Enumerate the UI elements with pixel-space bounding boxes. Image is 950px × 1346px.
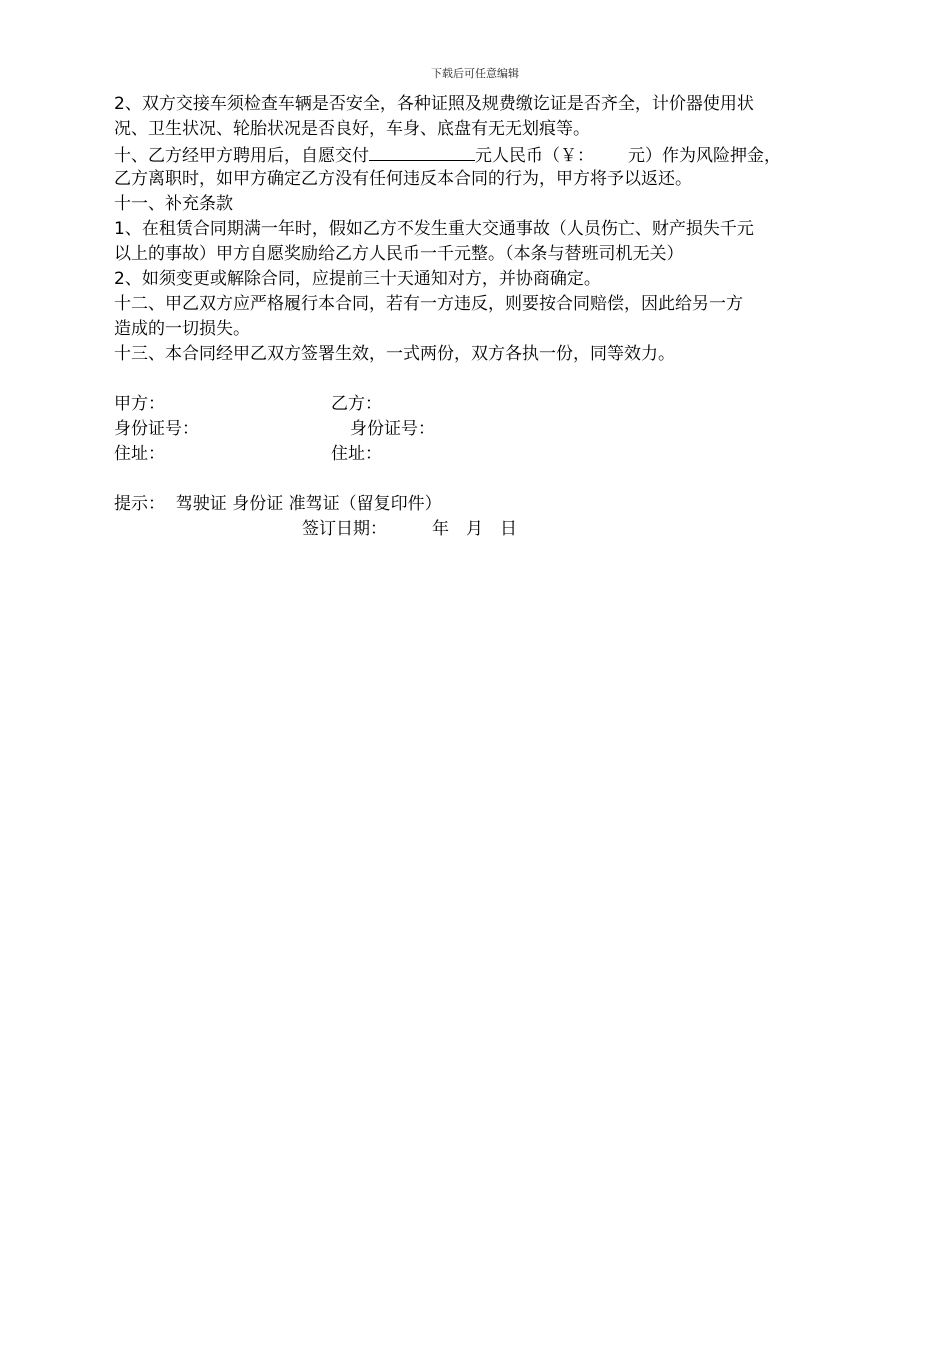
signing-date-label: 签订日期： xyxy=(302,519,387,539)
clause-11-2: 2、如须变更或解除合同，应提前三十天通知对方，并协商确定。 xyxy=(114,269,601,289)
signature-row-id xyxy=(114,417,854,442)
clause-10-line-1 xyxy=(114,142,854,167)
clause-11-title: 十一、补充条款 xyxy=(114,194,233,214)
clause-11-1-line-2: 以上的事故）甲方自愿奖励给乙方人民币一千元整。（本条与替班司机无关） xyxy=(114,244,684,264)
page-header-note: 下载后可任意编辑 xyxy=(431,67,519,80)
party-a-address-label: 住址： xyxy=(114,444,165,464)
clause-10-suffix: 元）作为风险押金， xyxy=(628,146,781,166)
signature-row-address xyxy=(114,442,854,467)
documents-tip: 提示： 驾驶证 身份证 准驾证（留复印件） xyxy=(114,494,442,514)
clause-10-prefix: 十、乙方经甲方聘用后，自愿交付 xyxy=(114,146,369,166)
clause-13: 十三、本合同经甲乙双方签署生效，一式两份，双方各执一份，同等效力。 xyxy=(114,344,675,364)
signature-row-party xyxy=(114,392,854,417)
spacer xyxy=(114,367,854,392)
clause-2-line-1: 2、双方交接车须检查车辆是否安全，各种证照及规费缴讫证是否齐全，计价器使用状 xyxy=(114,94,754,114)
clause-12-line-2: 造成的一切损失。 xyxy=(114,319,250,339)
party-b-address-label: 住址： xyxy=(331,444,382,464)
clause-2-line-2: 况、卫生状况、轮胎状况是否良好，车身、底盘有无无划痕等。 xyxy=(114,119,590,139)
party-b-id-label: 身份证号： xyxy=(350,419,435,439)
clause-12-line-1: 十二、甲乙双方应严格履行本合同，若有一方违反，则要按合同赔偿，因此给另一方 xyxy=(114,294,743,314)
deposit-amount-blank xyxy=(369,142,475,161)
party-a-label: 甲方： xyxy=(114,394,165,414)
clause-10-mid: 元人民币（￥： xyxy=(475,146,594,166)
signing-date-month: 月 xyxy=(466,519,483,539)
signing-date-row xyxy=(114,517,854,542)
contract-body xyxy=(114,92,854,542)
clause-11-1-line-1: 1、在租赁合同期满一年时，假如乙方不发生重大交通事故（人员伤亡、财产损失千元 xyxy=(114,219,754,239)
spacer xyxy=(114,467,854,492)
signing-date-day: 日 xyxy=(500,519,517,539)
clause-10-line-2: 乙方离职时，如甲方确定乙方没有任何违反本合同的行为，甲方将予以返还。 xyxy=(114,169,692,189)
signing-date-year: 年 xyxy=(432,519,449,539)
party-a-id-label: 身份证号： xyxy=(114,419,199,439)
party-b-label: 乙方： xyxy=(331,394,382,414)
